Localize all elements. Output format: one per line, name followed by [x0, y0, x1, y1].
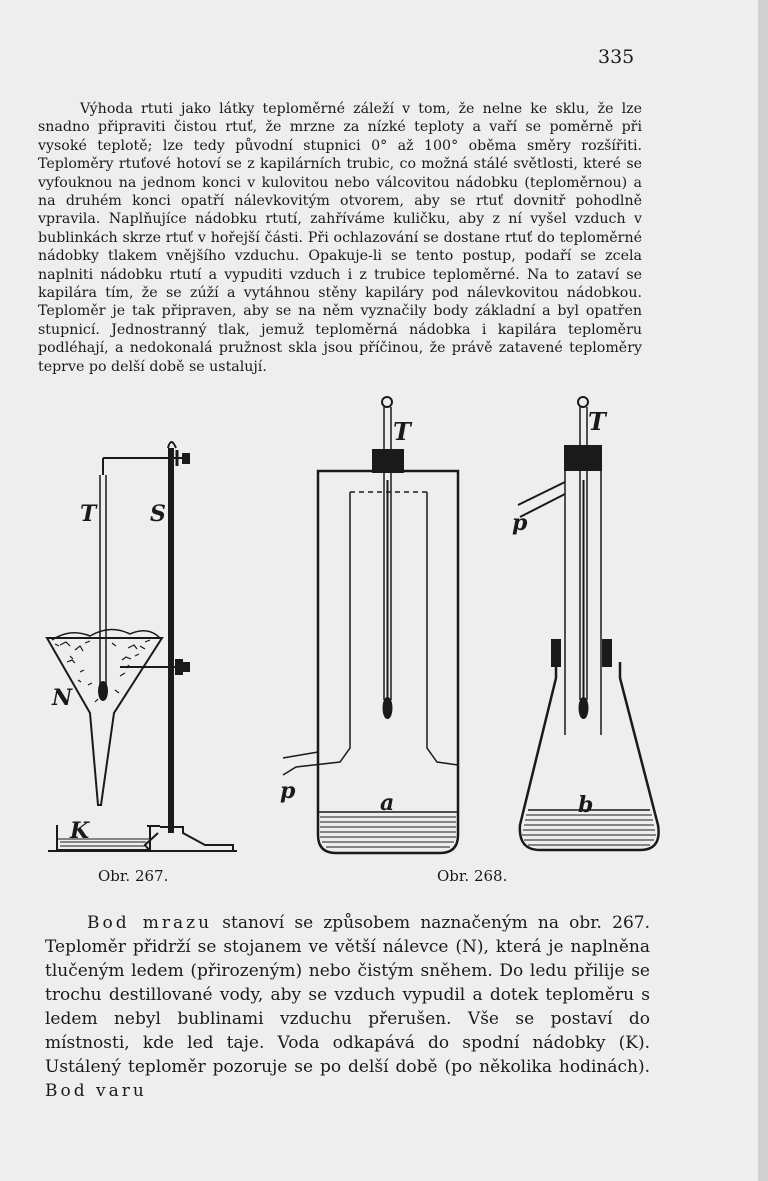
page-number: 335: [598, 46, 635, 68]
figure-268b-drawing: [518, 397, 659, 850]
label-a: a: [380, 790, 395, 816]
label-p-268b: p: [512, 510, 528, 536]
caption-obr-268: Obr. 268.: [437, 867, 508, 885]
paragraph-mercury-thermometers: Výhoda rtuti jako látky teploměrné záleží v tom, že nelne ke sklu, že lze snadno připraviti čistou rtuť, že mrzne za nízké teploty a vaří se poměrně při vysoké teplotě; lze tedy původní stupnici 0° až 100° oběma směry rozšířiti. Teploměry rtuťové hotoví se z kapilárních trubic, co možná stálé světlosti, které se vyfouknou na jednom konci v kulovitou nebo válcovitou nádobku (teploměrnou) a na druhém konci opatří nálevkovitým otvorem, aby se rtuť dovnitř pohodlně vpravila. Naplňujíce nádobku rtutí, zahříváme kuličku, aby z ní vyšel vzduch v bublinkách skrze rtuť v hořejší části. Při ochlazování se dostane rtuť do teploměrné nádobky tlakem vnějšího vzduchu. Opakuje-li se tento postup, podaří se zcela naplniti nádobku rtutí a vypuditi vzduch i z trubice teploměrné. Na to zataví se kapilára tím, že se zúží a vytáhnou stěny kapiláry pod nálevkovitou nádobkou. Teploměr je tak připraven, aby se na něm vyznačily body základní a byl opatřen stupnicí. Jednostranný tlak, jemuž teploměrná nádobka i kapilára teploměru podléhají, a nedokonalá pružnost skla jsou příčinou, že právě zatavené teploměry teprve po delší době se ustalují.: [38, 101, 642, 375]
caption-obr-267: Obr. 267.: [98, 867, 169, 885]
paragraph-body: stanoví se způsobem naznačeným na obr. 267. Teploměr přidrží se stojanem ve větší nálevce (N), která je naplněna tlučeným ledem (přirozeným) nebo čistým sněhem. Do ledu přilije se trochu destillované vody, aby se vzduch vypudil a dotek teploměru s ledem nebyl bublinami vzduchu přerušen. Vše se postaví do místnosti, kde led taje. Voda odkapává do spodní nádobky (K). Ustálený teploměr pozoruje se po delší době (po několika hodinách).: [45, 913, 650, 1077]
figure-268a-drawing: [283, 397, 458, 853]
paragraph-freezing-point: [45, 911, 650, 1103]
label-N: N: [52, 685, 73, 711]
label-T-267: T: [80, 501, 97, 527]
label-b: b: [578, 792, 594, 818]
label-T-268a: T: [393, 417, 411, 446]
label-T-268b: T: [588, 407, 606, 436]
figures: [0, 380, 768, 900]
label-S: S: [150, 501, 166, 527]
term-bod-mrazu: Bod mrazu: [87, 913, 213, 933]
label-p-268a: p: [280, 778, 296, 804]
label-K: K: [70, 818, 90, 844]
figure-267-drawing: [47, 442, 237, 851]
term-bod-varu: Bod varu: [45, 1081, 147, 1101]
